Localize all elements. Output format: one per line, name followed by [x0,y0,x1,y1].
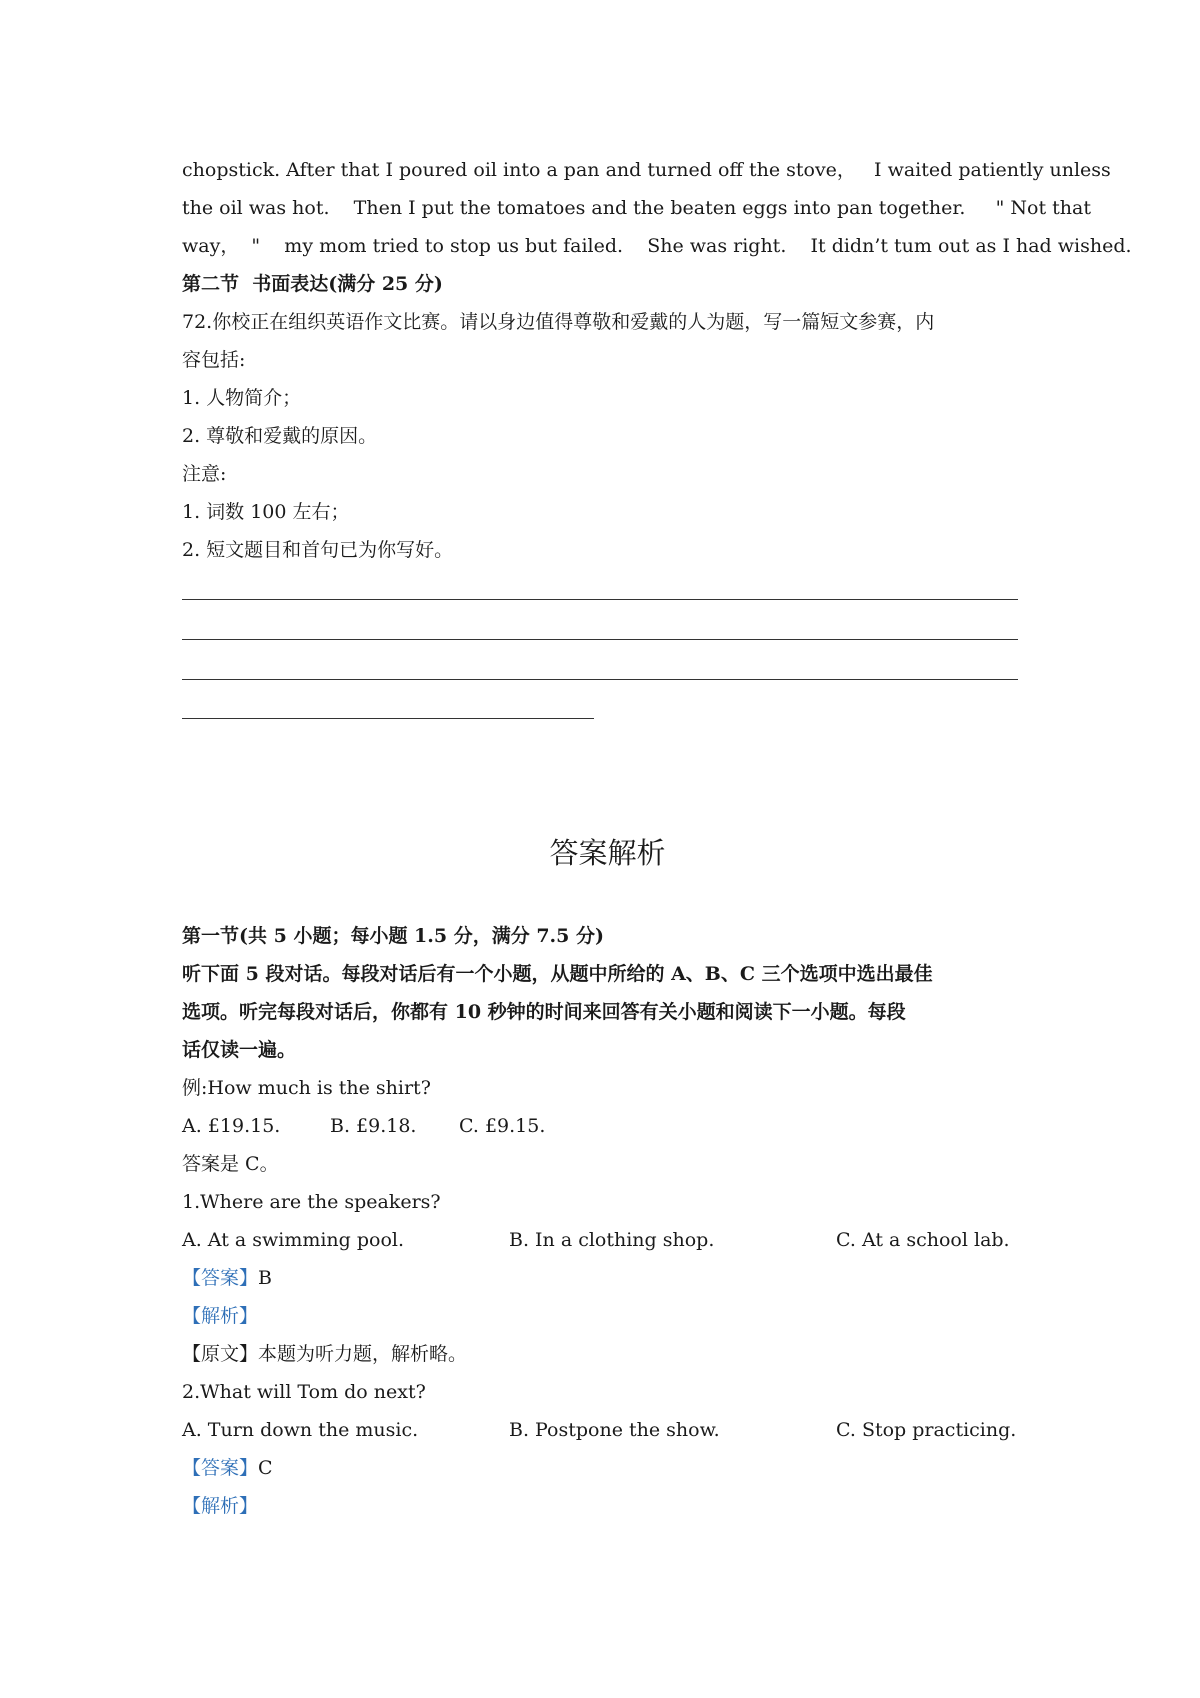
q1-option-b: B. In a clothing shop. [509,1229,715,1251]
example-option-a: A. £19.15. [182,1115,281,1137]
q1-analysis-label: 【解析】 [182,1305,259,1327]
q1-answer [182,1266,272,1290]
q2-answer-value: C [258,1457,273,1479]
q2-option-a: A. Turn down the music. [182,1419,419,1441]
question-2: 2.What will Tom do next? [182,1381,426,1403]
passage-line-3: way， " my mom tried to stop us but failed. She was right. It didn’t tum out as I had wished. [182,235,1132,257]
q2-answer [182,1456,273,1480]
q2-analysis-label: 【解析】 [182,1495,259,1517]
q1-option-a: A. At a swimming pool. [182,1229,405,1251]
writing-prompt-line-2: 容包括: [182,349,246,371]
writing-item-2: 2. 尊敬和爱戴的原因。 [182,425,378,447]
writing-prompt-line-1: 72.你校正在组织英语作文比赛。请以身边值得尊敬和爱戴的人为题，写一篇短文参赛，内 [182,311,935,333]
notes-label: 注意: [182,463,227,485]
answers-title: 答案解析 [549,836,666,870]
passage-line-1: chopstick. After that I poured oil into a pan and turned off the stove， I waited patiently unless [182,159,1111,181]
q1-answer-label: 【答案】 [182,1267,259,1289]
q1-answer-value: B [258,1267,272,1289]
answer-line-4[interactable] [182,718,594,719]
answer-line-2[interactable] [182,639,1018,640]
instructions-line-3: 话仅读一遍。 [182,1039,297,1061]
q1-source-label: 【原文】 [182,1343,259,1365]
example-question: 例:How much is the shirt? [182,1077,431,1099]
instructions-line-2: 选项。听完每段对话后，你都有 10 秒钟的时间来回答有关小题和阅读下一小题。每段 [182,1001,906,1023]
q1-source [182,1342,467,1366]
q1-source-text: 本题为听力题，解析略。 [258,1343,468,1365]
answer-line-1[interactable] [182,599,1018,600]
example-answer: 答案是 C。 [182,1153,279,1175]
answer-line-3[interactable] [182,679,1018,680]
writing-item-1: 1. 人物简介； [182,387,302,409]
q2-option-b: B. Postpone the show. [509,1419,720,1441]
q1-option-c: C. At a school lab. [836,1229,1010,1251]
question-1: 1.Where are the speakers? [182,1191,441,1213]
passage-line-2: the oil was hot. Then I put the tomatoes and the beaten eggs into pan together. " Not that [182,197,1091,219]
note-1: 1. 词数 100 左右； [182,501,350,523]
note-2: 2. 短文题目和首句已为你写好。 [182,539,454,561]
example-option-c: C. £9.15. [459,1115,546,1137]
writing-section-title: 第二节 书面表达(满分 25 分) [182,273,443,295]
q2-answer-label: 【答案】 [182,1457,259,1479]
answers-section-header: 第一节(共 5 小题；每小题 1.5 分，满分 7.5 分) [182,925,604,947]
example-option-b: B. £9.18. [330,1115,417,1137]
instructions-line-1: 听下面 5 段对话。每段对话后有一个小题，从题中所给的 A、B、C 三个选项中选出最佳 [182,963,933,985]
q2-option-c: C. Stop practicing. [836,1419,1017,1441]
